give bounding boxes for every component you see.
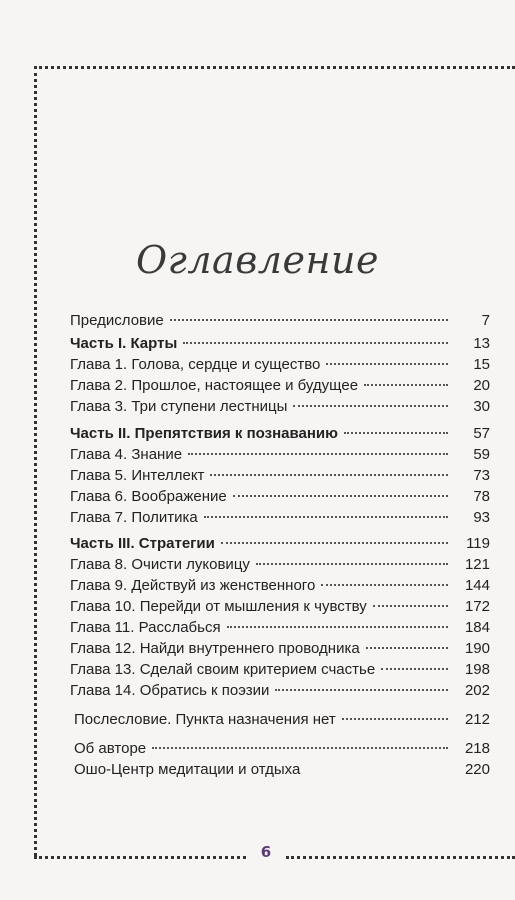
toc-page: 172 (464, 598, 490, 615)
toc-label: Глава 8. Очисти луковицу (70, 556, 250, 573)
leader-dots (373, 605, 448, 607)
leader-dots (381, 668, 448, 670)
toc-page: 15 (473, 356, 490, 373)
toc-page: 190 (464, 640, 490, 657)
toc-entry-chapter-12[interactable] (70, 639, 490, 659)
toc-entry-chapter-8[interactable] (70, 555, 490, 575)
leader-dots (204, 516, 448, 518)
toc-label: Об авторе (74, 740, 147, 757)
leader-dots (152, 747, 448, 749)
toc-label: Глава 13. Сделай своим критерием счастье (70, 661, 376, 678)
toc-entry-chapter-5[interactable] (70, 466, 490, 486)
toc-label: Часть I. Карты (70, 335, 178, 352)
leader-dots (293, 405, 448, 407)
leader-dots (364, 384, 448, 386)
toc-label: Глава 1. Голова, сердце и существо (70, 356, 321, 373)
toc-entry-chapter-11[interactable] (70, 618, 490, 638)
dotted-frame-bottom-right (286, 856, 515, 859)
leader-dots (256, 563, 448, 565)
toc-label: Глава 7. Политика (70, 509, 198, 526)
toc-page: 57 (473, 425, 490, 442)
toc-entry-osho-center[interactable] (74, 760, 490, 780)
toc-entry-chapter-6[interactable] (70, 487, 490, 507)
toc-label: Глава 14. Обратись к поэзии (70, 682, 270, 699)
toc-entry-chapter-4[interactable] (70, 445, 490, 465)
toc-page: 73 (473, 467, 490, 484)
toc-page: 218 (464, 740, 490, 757)
dotted-frame-left (34, 66, 37, 856)
leader-dots (342, 718, 448, 720)
toc-page: 198 (464, 661, 490, 678)
toc-entry-chapter-2[interactable] (70, 376, 490, 396)
toc-page: 20 (473, 377, 490, 394)
toc-page: 184 (464, 619, 490, 636)
toc-entry-part-1[interactable] (70, 334, 490, 354)
page-title: Оглавление (135, 238, 379, 282)
toc-label: Часть III. Стратегии (70, 535, 215, 552)
toc-label: Глава 12. Найди внутреннего проводника (70, 640, 360, 657)
toc-entry-part-2[interactable] (70, 424, 490, 444)
toc-label: Послесловие. Пункта назначения нет (74, 711, 336, 728)
toc-page: 78 (473, 488, 490, 505)
toc-page: 30 (473, 398, 490, 415)
toc-label: Глава 3. Три ступени лестницы (70, 398, 288, 415)
toc-entry-part-3[interactable] (70, 534, 490, 554)
toc-entry-about-author[interactable] (74, 739, 490, 759)
toc-label: Часть II. Препятствия к познаванию (70, 425, 338, 442)
leader-dots (366, 647, 448, 649)
leader-dots (183, 342, 448, 344)
toc-entry-chapter-13[interactable] (70, 660, 490, 680)
toc-label: Глава 4. Знание (70, 446, 183, 463)
toc-entry-chapter-3[interactable] (70, 397, 490, 417)
toc-label: Ошо-Центр медитации и отдыха (74, 761, 301, 778)
toc-label: Глава 10. Перейди от мышления к чувству (70, 598, 367, 615)
toc-entry-chapter-9[interactable] (70, 576, 490, 596)
leader-dots (221, 542, 448, 544)
toc-entry-chapter-7[interactable] (70, 508, 490, 528)
toc-label: Предисловие (70, 312, 164, 329)
leader-dots (233, 495, 448, 497)
toc-entry-chapter-1[interactable] (70, 355, 490, 375)
dotted-frame-bottom-left (34, 856, 246, 859)
leader-dots (321, 584, 448, 586)
leader-dots (326, 363, 448, 365)
toc-page: 212 (464, 711, 490, 728)
dotted-frame-top (34, 66, 515, 69)
toc-page: 7 (481, 312, 490, 329)
toc-page: 13 (473, 335, 490, 352)
toc-entry-afterword[interactable] (74, 710, 490, 730)
leader-dots (170, 319, 448, 321)
toc-entry-chapter-14[interactable] (70, 681, 490, 701)
toc-page: 202 (464, 682, 490, 699)
toc-page: 144 (464, 577, 490, 594)
toc-page: 93 (473, 509, 490, 526)
toc-label: Глава 6. Воображение (70, 488, 227, 505)
leader-dots (210, 474, 448, 476)
toc-label: Глава 9. Действуй из женственного (70, 577, 316, 594)
leader-dots (227, 626, 448, 628)
toc-page: 59 (473, 446, 490, 463)
leader-dots (344, 432, 448, 434)
page-number: 6 (260, 843, 272, 861)
toc-label: Глава 11. Расслабься (70, 619, 221, 636)
toc-label: Глава 5. Интеллект (70, 467, 205, 484)
toc-page: 220 (464, 761, 490, 778)
toc-entry-chapter-10[interactable] (70, 597, 490, 617)
toc-page: 119 (466, 535, 490, 552)
leader-dots (275, 689, 448, 691)
toc-entry-preface[interactable] (70, 311, 490, 331)
toc-page: 121 (464, 556, 490, 573)
toc-label: Глава 2. Прошлое, настоящее и будущее (70, 377, 359, 394)
leader-dots (188, 453, 448, 455)
